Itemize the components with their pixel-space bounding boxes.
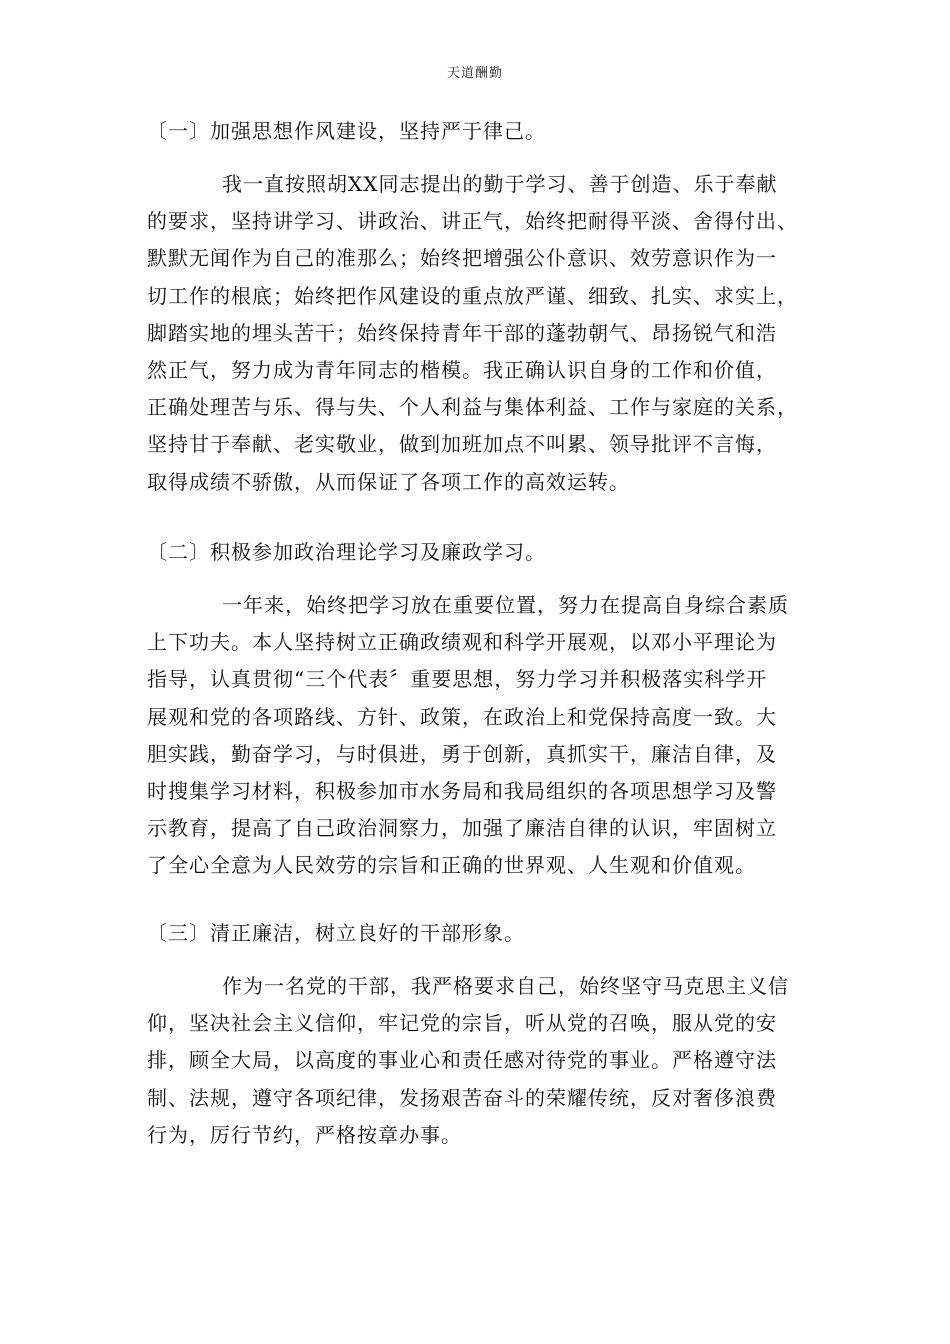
paragraph-line: 指导，认真贯彻“三个代表〞重要思想，努力学习并积极落实科学开 bbox=[147, 667, 768, 692]
paragraph-line: 作为一名党的干部，我严格要求自己，始终坚守马克思主义信 bbox=[222, 974, 789, 998]
paragraph-line: 仰，坚决社会主义信仰，牢记党的宗旨，听从党的召唤，服从党的安 bbox=[147, 1011, 777, 1036]
section-heading-3: 〔三〕清正廉洁，树立良好的干部形象。 bbox=[147, 921, 525, 945]
section-paragraph-2 bbox=[147, 587, 807, 885]
paragraph-line: 的要求，坚持讲学习、讲政治、讲正气，始终把耐得平淡、舍得付出、 bbox=[147, 209, 798, 234]
paragraph-line: 坚持甘于奉献、老实敬业，做到加班加点不叫累、领导批评不言悔， bbox=[147, 432, 777, 457]
paragraph-line: 我一直按照胡XX同志提出的勤于学习、善于创造、乐于奉献 bbox=[222, 172, 778, 196]
section-paragraph-1 bbox=[147, 166, 807, 501]
section-heading-2: 〔二〕积极参加政治理论学习及廉政学习。 bbox=[147, 540, 546, 564]
paragraph-line: 胆实践，勤奋学习，与时俱进，勇于创新，真抓实干，廉洁自律，及 bbox=[147, 741, 777, 766]
paragraph-line: 脚踏实地的埋头苦干；始终保持青年干部的蓬勃朝气、昂扬锐气和浩 bbox=[147, 320, 777, 345]
paragraph-line: 展观和党的各项路线、方针、政策，在政治上和党保持高度一致。大 bbox=[147, 704, 777, 729]
paragraph-line: 默默无闻作为自己的准那么；始终把增强公仆意识、效劳意识作为一 bbox=[147, 246, 777, 271]
paragraph-line: 取得成绩不骄傲，从而保证了各项工作的高效运转。 bbox=[147, 469, 630, 494]
paragraph-line: 然正气，努力成为青年同志的楷模。我正确认识自身的工作和价值， bbox=[147, 358, 777, 383]
paragraph-line: 一年来，始终把学习放在重要位置，努力在提高自身综合素质 bbox=[222, 593, 789, 617]
paragraph-line: 上下功夫。本人坚持树立正确政绩观和科学开展观，以邓小平理论为 bbox=[147, 630, 777, 655]
page-header: 天道酬勤 bbox=[446, 66, 503, 81]
section-heading-1: 〔一〕加强思想作风建设，坚持严于律己。 bbox=[147, 119, 546, 143]
paragraph-line: 切工作的根底；始终把作风建设的重点放严谨、细致、扎实、求实上， bbox=[147, 283, 798, 308]
paragraph-line: 时搜集学习材料，积极参加市水务局和我局组织的各项思想学习及警 bbox=[147, 779, 777, 804]
paragraph-line: 制、法规，遵守各项纪律，发扬艰苦奋斗的荣耀传统，反对奢侈浪费 bbox=[147, 1085, 777, 1110]
section-paragraph-3 bbox=[147, 968, 807, 1154]
paragraph-line: 行为，厉行节约，严格按章办事。 bbox=[147, 1122, 462, 1147]
paragraph-line: 排，顾全大局，以高度的事业心和责任感对待党的事业。严格遵守法 bbox=[147, 1048, 777, 1073]
paragraph-line: 示教育，提高了自己政治洞察力，加强了廉洁自律的认识，牢固树立 bbox=[147, 816, 777, 841]
paragraph-line: 正确处理苦与乐、得与失、个人利益与集体利益、工作与家庭的关系， bbox=[147, 395, 798, 420]
paragraph-line: 了全心全意为人民效劳的宗旨和正确的世界观、人生观和价值观。 bbox=[147, 853, 756, 878]
